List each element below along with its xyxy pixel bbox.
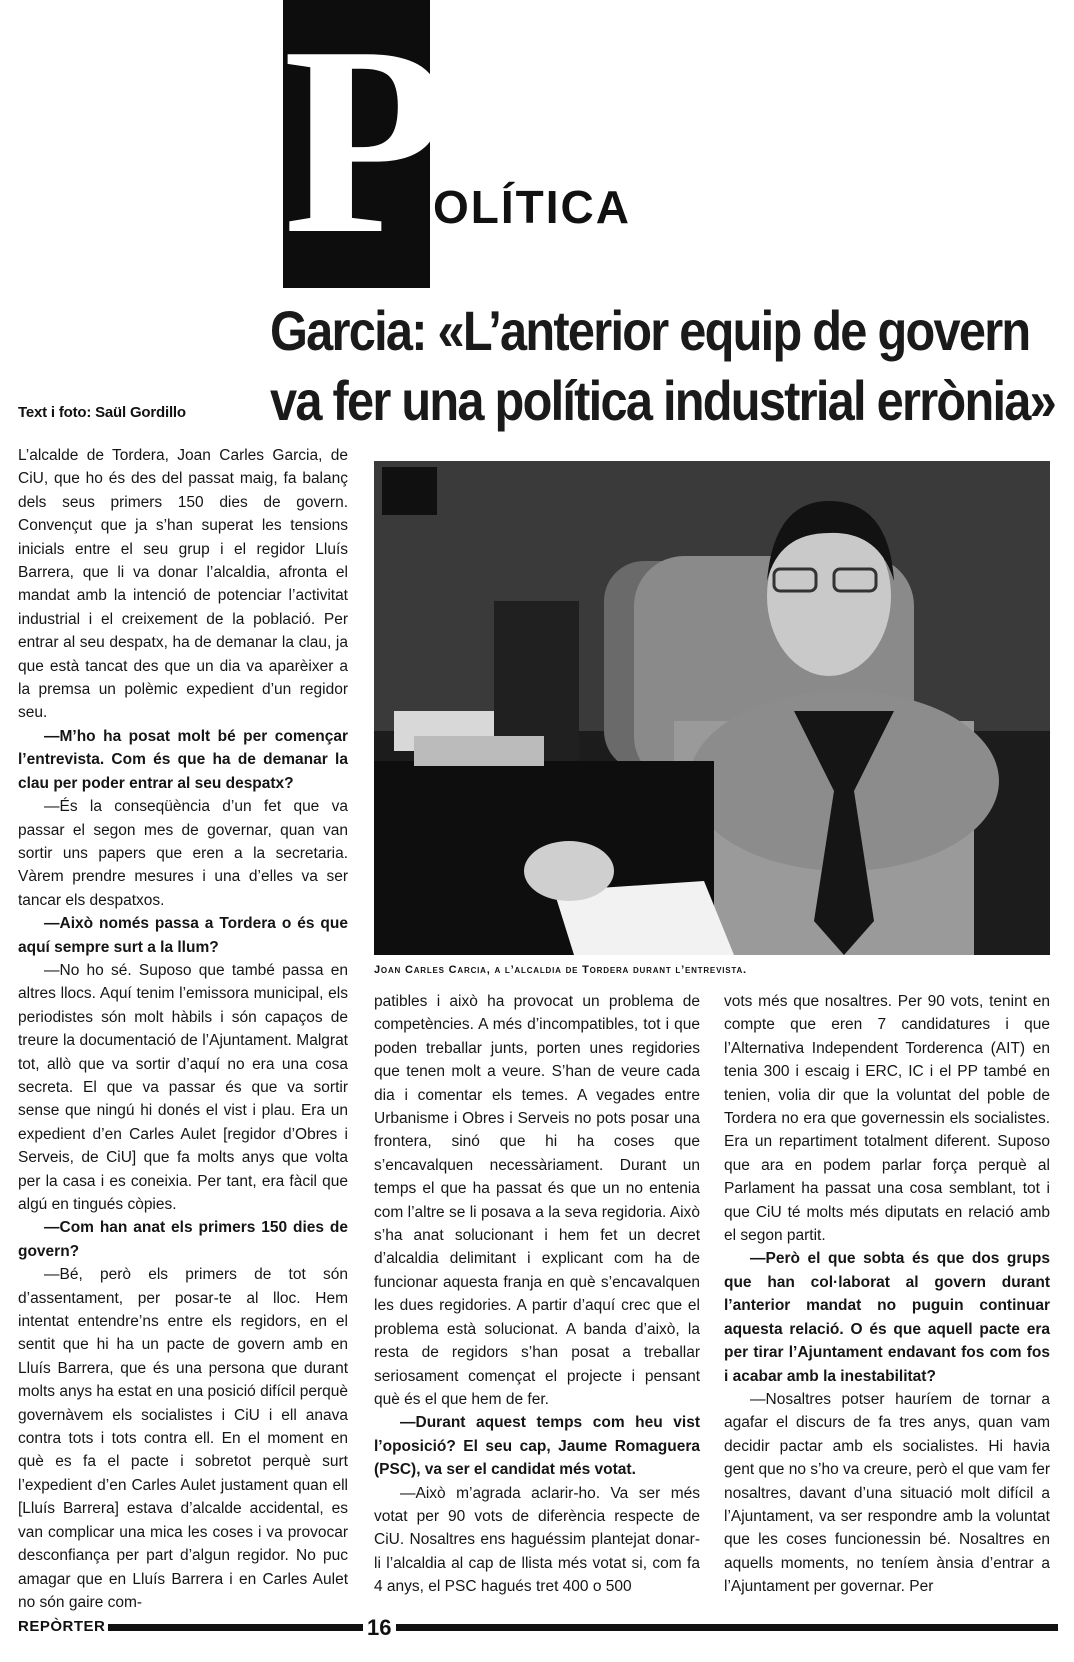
interview-photo (374, 461, 1050, 955)
photo-caption: Joan Carles Carcia, a l’alcaldia de Tordera durant l’entrevista. (374, 964, 747, 976)
article-column-2 (374, 990, 700, 1599)
page-footer (18, 1615, 1058, 1641)
dropcap-letter: P (283, 0, 448, 290)
photo-illustration (374, 461, 1050, 955)
section-title: OLÍTICA (433, 181, 631, 233)
section-dropcap (283, 0, 448, 290)
page-number: 16 (367, 1615, 392, 1640)
interview-question: —Com han anat els primers 150 dies de govern? (18, 1219, 348, 1260)
article-paragraph: —Nosaltres potser hauríem de tornar a agafar el discurs de fa tres anys, quan vam decidir pactar amb els socialistes. Hi havia gent que no s’ho va creure, però el que vam fer nosaltres, davant d’una situació molt difícil a l’Ajuntament, va ser respondre amb la voluntat que les coses funcionessin bé. Nosaltres en aquells moments, no teníem ànsia d’entrar a l’Ajuntament per governar. Per (724, 1390, 1050, 1596)
article-paragraph: L’alcalde de Tordera, Joan Carles Garcia, de CiU, que ho és des del passat maig, fa balanç dels seus primers 150 dies de govern. Convençut que ja s’han superat les tensions inicials entre el seu grup i el regidor Lluís Barrera, que li va donar l’alcaldia, afronta el mandat amb la intenció de potenciar l’activitat industrial i el creixement de la població. Per entrar al seu despatx, ha de demanar la clau, ja que està tancat des que un dia va aparèixer a la premsa un polèmic expedient d’un regidor seu. (18, 447, 348, 722)
footer-rule-left (108, 1624, 363, 1631)
article-paragraph: vots més que nosaltres. Per 90 vots, tenint en compte que eren 7 candidatures i que l’Alternativa Independent Torderenca (AIT) en tenia 300 i escaig i ERC, IC i el PP també en tenien, volia dir que la voluntat del poble de Tordera no era que governessin els socialistes. Era un repartiment totalment diferent. Suposo que ara en podem parlar força perquè al Parlament ha passat una cosa semblant, tot i que CiU té molts més diputats en relació amb el segon partit. (724, 993, 1050, 1245)
article-column-1 (18, 444, 348, 1614)
article-paragraph: patibles i això ha provocat un problema de competències. A més d’incompatibles, tot i que poden treballar junts, porten unes regidories que tenen molt a veure. S’han de veure cada dia i comentar els temes. A vegades entre Urbanisme i Obres i Serveis no pots posar una frontera, sinó que hi ha coses que s’encavalquen necessàriament. Durant un temps el que ha passat és que un no entenia com l’altre se li posava a la seva regidoria. Això s’ha anat solucionant i hem fet un decret d’alcaldia delimitant i explicant com ha de funcionar aquesta franja en què s’encavalquen les dues regidories. A partir d’aquí crec que el problema està solucionat. A banda d’això, la resta de regidors s’han posat a treballar seriosament començat el projecte i pensant què és el que hem de fer. (374, 993, 700, 1408)
article-paragraph: —Bé, però els primers de tot són d’assentament, per posar-te al lloc. Hem intentat entendre’ns entre els regidors, en el sentit que hi ha un pacte de govern amb en Lluís Barrera, que és una persona que durant molts anys ha estat en una posició difícil perquè governàvem els socialistes i CiU i ell anava contra tots i tots contra ell. En el moment en què es fa el pacte i sobretot perquè surt l’expedient d’en Carles Aulet justament quan ell [Lluís Barrera] estava d’alcalde accidental, es van complicar una mica les coses i va provocar desconfiança per part d’algun regidor. No puc amagar que en Lluís Barrera i en Carles Aulet no són gaire com- (18, 1266, 348, 1611)
interview-question: —Durant aquest temps com heu vist l’oposició? El seu cap, Jaume Romaguera (PSC), va ser el candidat més votat. (374, 1414, 700, 1479)
interview-question: —Això només passa a Tordera o és que aquí sempre surt a la llum? (18, 915, 348, 956)
headline (270, 296, 1055, 436)
interview-question: —Però el que sobta és que dos grups que han col·laborat al govern durant l’anterior mandat no puguin continuar aquesta relació. O és que aquell pacte era per tirar l’Ajuntament endavant fos com fos i acabar amb la inestabilitat? (724, 1250, 1050, 1385)
article-column-3 (724, 990, 1050, 1599)
interview-question: —M’ho ha posat molt bé per començar l’entrevista. Com és que ha de demanar la clau per poder entrar al seu despatx? (18, 727, 348, 792)
byline: Text i foto: Saül Gordillo (18, 404, 186, 421)
headline-line-1: Garcia: «L’anterior equip de govern (270, 299, 1030, 362)
article-paragraph: —No ho sé. Suposo que també passa en altres llocs. Aquí tenim l’emissora municipal, els periodistes són molt hàbils i són capaços de treure la documentació de l’Ajuntament. Malgrat tot, allò que va sortir d’aquí no era una cosa secreta. El que va passar és que va sortir sense que ningú hi donés el vist i plau. Era un expedient d’en Carles Aulet [regidor d’Obres i Serveis, de CiU] que fa molts anys que volta per la casa i es coneixia. Per tant, era fàcil que algú en tingués còpies. (18, 961, 348, 1213)
headline-line-2: va fer una política industrial errònia» (270, 369, 1055, 432)
article-paragraph: —Això m’agrada aclarir-ho. Va ser més votat per 90 vots de diferència respecte de CiU. Nosaltres ens haguéssim plantejat donar-li l’alcaldia al cap de llista més votat si, com fa 4 anys, el PSC hagués tret 400 o 500 (374, 1484, 700, 1596)
article-paragraph: —És la conseqüència d’un fet que va passar el segon mes de governar, quan van sortir uns papers que eren a la secretaria. Vàrem prendre mesures i una d’elles va ser tancar els despatxos. (18, 798, 348, 909)
publication-name: REPÒRTER (18, 1618, 106, 1635)
footer-rule-right (396, 1624, 1058, 1631)
